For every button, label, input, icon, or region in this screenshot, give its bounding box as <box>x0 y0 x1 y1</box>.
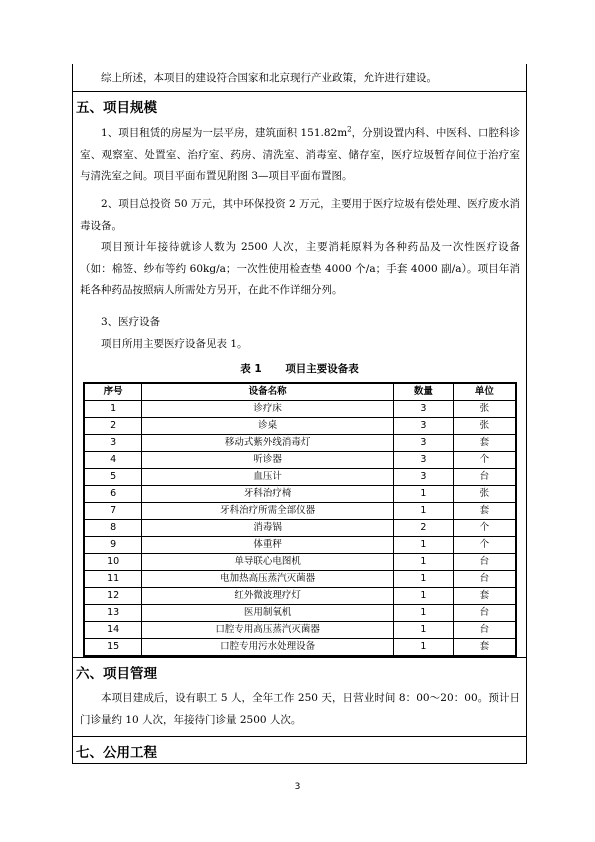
row-equipment-name: 红外微波理疗灯 <box>142 588 394 605</box>
header-quantity: 数量 <box>394 383 454 401</box>
table-row <box>84 605 516 622</box>
para1-superscript: 2 <box>347 125 352 134</box>
table-row <box>84 520 516 537</box>
row-quantity: 3 <box>394 435 454 452</box>
row-unit: 个 <box>453 537 516 554</box>
row-quantity: 1 <box>394 537 454 554</box>
header-name: 设备名称 <box>142 383 394 401</box>
section5-para1 <box>80 123 520 188</box>
table-row <box>84 639 516 657</box>
table-caption-title: 项目主要设备表 <box>285 363 359 375</box>
row-index: 8 <box>84 520 142 537</box>
row-unit: 张 <box>453 418 516 435</box>
para1-text-b: ，分别设置内科、中医科、口腔科诊室、观察室、处置室、治疗室、药房、清洗室、消毒室、储存室，医疗垃圾暂存间位于治疗室与清洗室之间。项目平面布置见附图 3—项目平面布置图。 <box>80 127 521 182</box>
row-quantity: 1 <box>394 588 454 605</box>
row-quantity: 1 <box>394 571 454 588</box>
table-caption-number: 表 1 <box>240 363 262 375</box>
row-index: 12 <box>84 588 142 605</box>
row-quantity: 1 <box>394 639 454 657</box>
row-equipment-name: 电加热高压蒸汽灭菌器 <box>142 571 394 588</box>
row-quantity: 1 <box>394 503 454 520</box>
table-header-row <box>84 383 516 401</box>
row-unit: 套 <box>453 503 516 520</box>
row-unit: 个 <box>453 520 516 537</box>
section7-heading: 七、公用工程 <box>76 745 157 761</box>
section5-heading: 五、项目规模 <box>76 100 157 116</box>
row-quantity: 3 <box>394 469 454 486</box>
para1-text-a: 1、项目租赁的房屋为一层平房，建筑面积 151.82m <box>101 127 348 139</box>
row-index: 1 <box>84 401 142 418</box>
row-index: 7 <box>84 503 142 520</box>
row-unit: 台 <box>453 622 516 639</box>
row-equipment-name: 诊桌 <box>142 418 394 435</box>
row-equipment-name: 移动式紫外线消毒灯 <box>142 435 394 452</box>
row-quantity: 1 <box>394 605 454 622</box>
divider <box>72 736 527 737</box>
header-index: 序号 <box>84 383 142 401</box>
row-equipment-name: 单导联心电图机 <box>142 554 394 571</box>
intro-paragraph: 综上所述，本项目的建设符合国家和北京现行产业政策，允许进行建设。 <box>101 72 437 84</box>
row-index: 6 <box>84 486 142 503</box>
row-quantity: 1 <box>394 554 454 571</box>
table-row <box>84 588 516 605</box>
section6-heading: 六、项目管理 <box>76 666 157 682</box>
row-index: 2 <box>84 418 142 435</box>
divider <box>72 91 527 92</box>
section5-para4: 3、医疗设备 <box>101 316 161 328</box>
row-equipment-name: 消毒锅 <box>142 520 394 537</box>
table-row <box>84 452 516 469</box>
table-row <box>84 571 516 588</box>
divider <box>72 657 527 658</box>
row-unit: 台 <box>453 469 516 486</box>
row-unit: 台 <box>453 571 516 588</box>
row-equipment-name: 体重秤 <box>142 537 394 554</box>
row-index: 15 <box>84 639 142 657</box>
table-row <box>84 435 516 452</box>
row-quantity: 2 <box>394 520 454 537</box>
row-unit: 套 <box>453 588 516 605</box>
row-equipment-name: 听诊器 <box>142 452 394 469</box>
row-index: 13 <box>84 605 142 622</box>
table-row <box>84 486 516 503</box>
header-unit: 单位 <box>453 383 516 401</box>
table-caption <box>72 361 527 376</box>
section5-para3: 项目预计年接待就诊人数为 2500 人次，主要消耗原料为各种药品及一次性医疗设备（如：棉签、纱布等约 60kg/a；一次性使用检查垫 4000 个/a；手套 4000 副/a）。项目年消耗各种药品按照病人所需处方另开，在此不作详细分列。 <box>80 241 520 296</box>
row-index: 4 <box>84 452 142 469</box>
row-unit: 张 <box>453 486 516 503</box>
row-equipment-name: 医用制氧机 <box>142 605 394 622</box>
table-row <box>84 537 516 554</box>
table-row <box>84 418 516 435</box>
row-unit: 台 <box>453 605 516 622</box>
page-number: 3 <box>294 782 301 792</box>
row-index: 10 <box>84 554 142 571</box>
row-equipment-name: 牙科治疗椅 <box>142 486 394 503</box>
section6-para: 本项目建成后，设有职工 5 人，全年工作 250 天，日营业时间 8：00～20：00。预计日门诊量约 10 人次，年接待门诊量 2500 人次。 <box>80 692 520 726</box>
section5-para2: 2、项目总投资 50 万元，其中环保投资 2 万元，主要用于医疗垃圾有偿处理、医疗废水消毒设备。 <box>80 198 520 232</box>
row-equipment-name: 口腔专用高压蒸汽灭菌器 <box>142 622 394 639</box>
table-row <box>84 503 516 520</box>
row-equipment-name: 牙科治疗所需全部仪器 <box>142 503 394 520</box>
row-index: 14 <box>84 622 142 639</box>
row-unit: 个 <box>453 452 516 469</box>
table-row <box>84 401 516 418</box>
table-row <box>84 554 516 571</box>
row-index: 3 <box>84 435 142 452</box>
row-unit: 套 <box>453 639 516 657</box>
row-unit: 张 <box>453 401 516 418</box>
row-equipment-name: 口腔专用污水处理设备 <box>142 639 394 657</box>
equipment-table <box>83 382 517 657</box>
row-quantity: 1 <box>394 622 454 639</box>
row-equipment-name: 诊疗床 <box>142 401 394 418</box>
table-row <box>84 622 516 639</box>
row-unit: 台 <box>453 554 516 571</box>
row-equipment-name: 血压计 <box>142 469 394 486</box>
row-quantity: 3 <box>394 452 454 469</box>
row-index: 9 <box>84 537 142 554</box>
row-quantity: 3 <box>394 401 454 418</box>
row-index: 5 <box>84 469 142 486</box>
row-quantity: 1 <box>394 486 454 503</box>
row-index: 11 <box>84 571 142 588</box>
row-unit: 套 <box>453 435 516 452</box>
table-row <box>84 469 516 486</box>
row-quantity: 3 <box>394 418 454 435</box>
section5-para5: 项目所用主要医疗设备见表 1。 <box>101 338 248 350</box>
